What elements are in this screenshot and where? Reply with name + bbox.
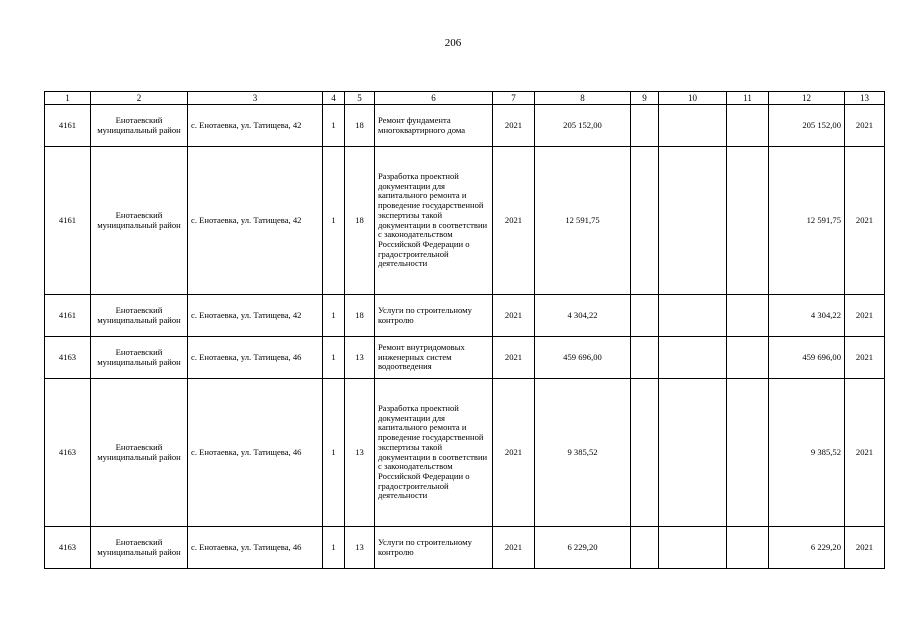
page-number: 206 bbox=[444, 37, 462, 49]
address-cell: с. Енотаевка, ул. Татищева, 42 bbox=[188, 295, 323, 337]
col13-cell: 2021 bbox=[845, 147, 885, 295]
column-header: 10 bbox=[659, 92, 727, 105]
table-row bbox=[45, 105, 885, 147]
col10-cell bbox=[659, 105, 727, 147]
repair-program-table bbox=[44, 91, 885, 569]
col10-cell bbox=[659, 147, 727, 295]
col9-cell bbox=[631, 105, 659, 147]
col12-cell: 459 696,00 bbox=[769, 337, 845, 379]
column-number-row bbox=[45, 92, 885, 105]
work-type-cell: Ремонт фундамента многоквартирного дома bbox=[375, 105, 493, 147]
total-cost-cell: 459 696,00 bbox=[535, 337, 631, 379]
row-id-cell: 4163 bbox=[45, 527, 91, 569]
col4-cell: 1 bbox=[323, 147, 345, 295]
col13-cell: 2021 bbox=[845, 527, 885, 569]
address-cell: с. Енотаевка, ул. Татищева, 42 bbox=[188, 147, 323, 295]
address-cell: с. Енотаевка, ул. Татищева, 46 bbox=[188, 337, 323, 379]
row-id-cell: 4161 bbox=[45, 105, 91, 147]
column-header: 5 bbox=[345, 92, 375, 105]
col12-cell: 9 385,52 bbox=[769, 379, 845, 527]
col9-cell bbox=[631, 295, 659, 337]
column-header: 11 bbox=[727, 92, 769, 105]
column-header: 3 bbox=[188, 92, 323, 105]
table-row bbox=[45, 379, 885, 527]
column-header: 9 bbox=[631, 92, 659, 105]
col9-cell bbox=[631, 527, 659, 569]
col5-cell: 18 bbox=[345, 295, 375, 337]
row-id-cell: 4161 bbox=[45, 295, 91, 337]
work-type-cell: Услуги по строительному контролю bbox=[375, 295, 493, 337]
district-cell: Енотаевский муниципальный район bbox=[91, 527, 188, 569]
year-cell: 2021 bbox=[493, 295, 535, 337]
table-row bbox=[45, 147, 885, 295]
col4-cell: 1 bbox=[323, 379, 345, 527]
row-id-cell: 4163 bbox=[45, 337, 91, 379]
col11-cell bbox=[727, 105, 769, 147]
col11-cell bbox=[727, 379, 769, 527]
address-cell: с. Енотаевка, ул. Татищева, 46 bbox=[188, 379, 323, 527]
total-cost-cell: 205 152,00 bbox=[535, 105, 631, 147]
column-header: 7 bbox=[493, 92, 535, 105]
col5-cell: 18 bbox=[345, 105, 375, 147]
column-header: 8 bbox=[535, 92, 631, 105]
col9-cell bbox=[631, 147, 659, 295]
col13-cell: 2021 bbox=[845, 295, 885, 337]
row-id-cell: 4161 bbox=[45, 147, 91, 295]
col5-cell: 13 bbox=[345, 337, 375, 379]
col11-cell bbox=[727, 295, 769, 337]
year-cell: 2021 bbox=[493, 379, 535, 527]
col10-cell bbox=[659, 527, 727, 569]
col10-cell bbox=[659, 295, 727, 337]
row-id-cell: 4163 bbox=[45, 379, 91, 527]
col13-cell: 2021 bbox=[845, 337, 885, 379]
year-cell: 2021 bbox=[493, 337, 535, 379]
col10-cell bbox=[659, 337, 727, 379]
total-cost-cell: 9 385,52 bbox=[535, 379, 631, 527]
table-row bbox=[45, 295, 885, 337]
work-type-cell: Ремонт внутридомовых инженерных систем водоотведения bbox=[375, 337, 493, 379]
col5-cell: 18 bbox=[345, 147, 375, 295]
address-cell: с. Енотаевка, ул. Татищева, 46 bbox=[188, 527, 323, 569]
col10-cell bbox=[659, 379, 727, 527]
col12-cell: 4 304,22 bbox=[769, 295, 845, 337]
year-cell: 2021 bbox=[493, 147, 535, 295]
col12-cell: 12 591,75 bbox=[769, 147, 845, 295]
col11-cell bbox=[727, 147, 769, 295]
col9-cell bbox=[631, 379, 659, 527]
year-cell: 2021 bbox=[493, 105, 535, 147]
column-header: 12 bbox=[769, 92, 845, 105]
col4-cell: 1 bbox=[323, 295, 345, 337]
col4-cell: 1 bbox=[323, 337, 345, 379]
year-cell: 2021 bbox=[493, 527, 535, 569]
work-type-cell: Разработка проектной документации для капитального ремонта и проведение государственной экспертизы такой документации в соответствии с законодательством Российской Федерации о градостроительной деятельности bbox=[375, 147, 493, 295]
col4-cell: 1 bbox=[323, 105, 345, 147]
address-cell: с. Енотаевка, ул. Татищева, 42 bbox=[188, 105, 323, 147]
district-cell: Енотаевский муниципальный район bbox=[91, 379, 188, 527]
col11-cell bbox=[727, 527, 769, 569]
col12-cell: 6 229,20 bbox=[769, 527, 845, 569]
district-cell: Енотаевский муниципальный район bbox=[91, 105, 188, 147]
col4-cell: 1 bbox=[323, 527, 345, 569]
column-header: 13 bbox=[845, 92, 885, 105]
col11-cell bbox=[727, 337, 769, 379]
district-cell: Енотаевский муниципальный район bbox=[91, 295, 188, 337]
column-header: 6 bbox=[375, 92, 493, 105]
column-header: 1 bbox=[45, 92, 91, 105]
col12-cell: 205 152,00 bbox=[769, 105, 845, 147]
column-header: 4 bbox=[323, 92, 345, 105]
work-type-cell: Разработка проектной документации для капитального ремонта и проведение государственной экспертизы такой документации в соответствии с законодательством Российской Федерации о градостроительной деятельности bbox=[375, 379, 493, 527]
col5-cell: 13 bbox=[345, 379, 375, 527]
district-cell: Енотаевский муниципальный район bbox=[91, 147, 188, 295]
total-cost-cell: 12 591,75 bbox=[535, 147, 631, 295]
col13-cell: 2021 bbox=[845, 379, 885, 527]
table-row bbox=[45, 527, 885, 569]
table-row bbox=[45, 337, 885, 379]
work-type-cell: Услуги по строительному контролю bbox=[375, 527, 493, 569]
col5-cell: 13 bbox=[345, 527, 375, 569]
column-header: 2 bbox=[91, 92, 188, 105]
district-cell: Енотаевский муниципальный район bbox=[91, 337, 188, 379]
total-cost-cell: 4 304,22 bbox=[535, 295, 631, 337]
total-cost-cell: 6 229,20 bbox=[535, 527, 631, 569]
col9-cell bbox=[631, 337, 659, 379]
col13-cell: 2021 bbox=[845, 105, 885, 147]
